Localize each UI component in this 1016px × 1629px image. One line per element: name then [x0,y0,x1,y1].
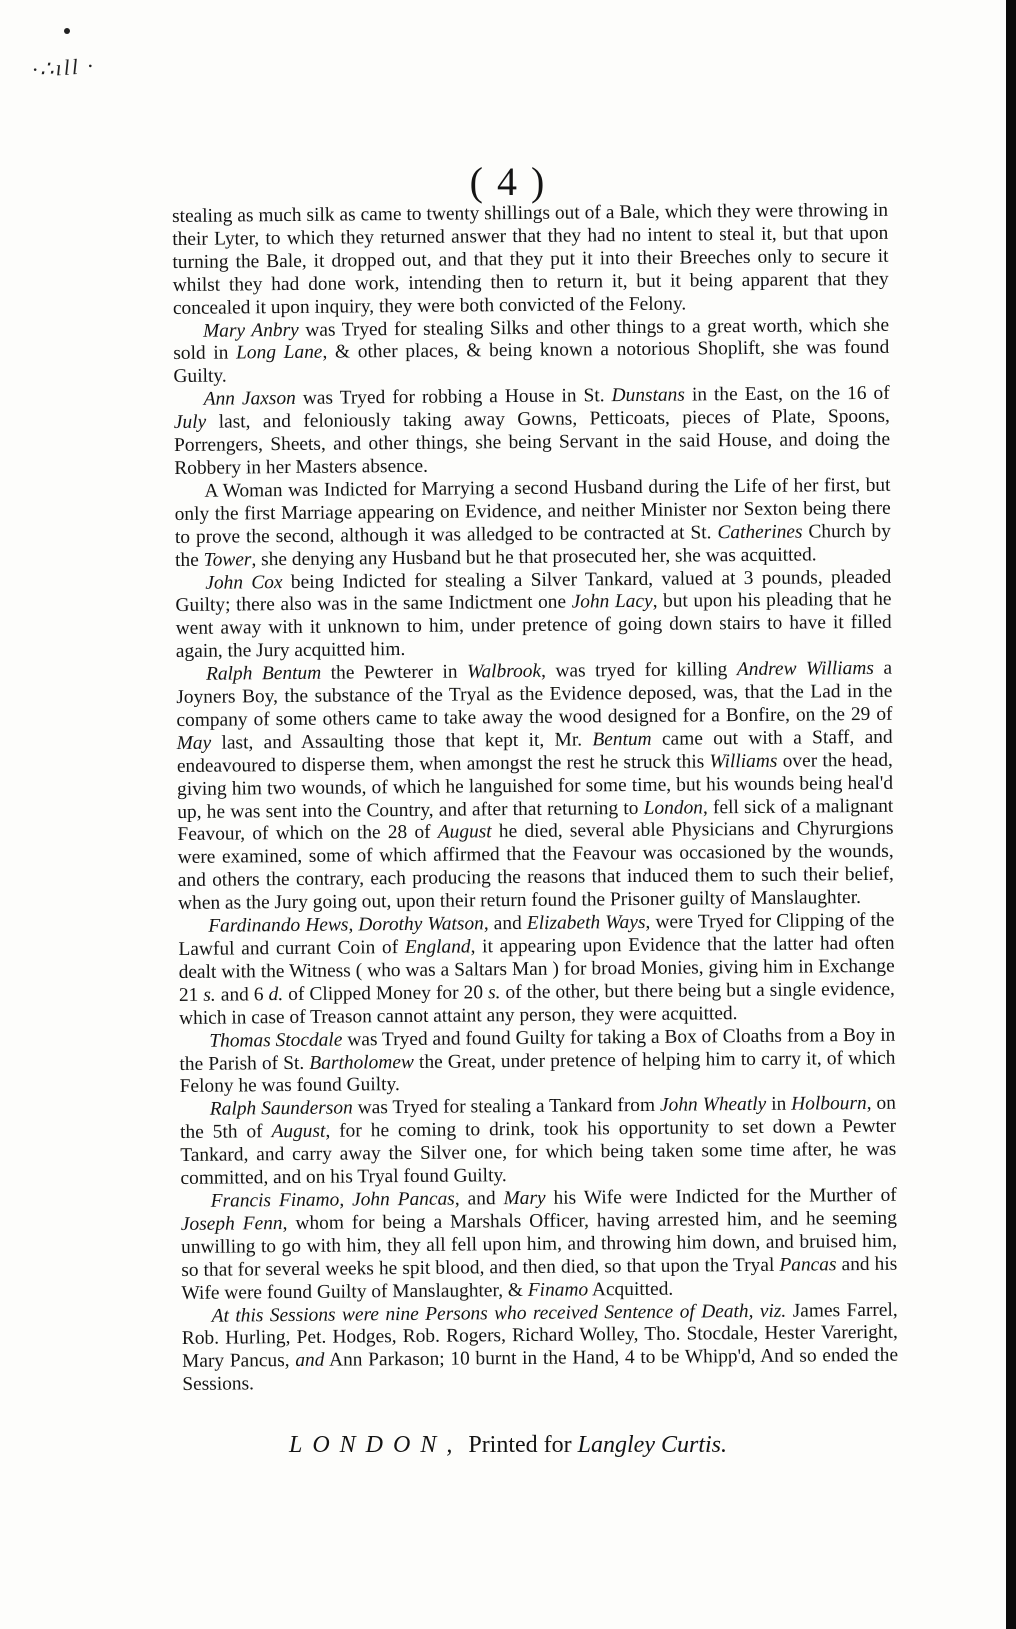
italic-text: July [173,411,207,434]
italic-text: s. [203,984,216,1006]
text-run: was Tryed and found Guilty for taking a Box of Cloaths from a Boy in the Parish of St. [179,1024,896,1075]
text-run: last, and feloniously taking away Gowns, Petticoats, pieces of Plate, Spoons, Porrengers, Sheets, and other things, she being Servant in the said House, and doing the Robbery in her Masters absence. [173,405,891,479]
paragraph [174,475,891,573]
italic-text: Bartholomew [309,1051,414,1074]
text-run: , but upon his pleading that he went away with it unknown to him, under pretence of going down stairs to have it filled again, the Jury acquitted him. [175,589,892,663]
paragraph [172,200,889,321]
italic-text: Williams [709,750,778,773]
scan-edge-border [1006,0,1016,1629]
italic-text: Fardinando Hews, Dorothy Watson [208,913,484,937]
text-run: A Woman was Indicted for Marrying a second Husband during the Life of her first, but only the first Marriage appearing on Evidence, and neither Minister nor Sexton being there to prove the second, although it was alledged to be contracted at St. [174,474,891,548]
text-run: Ann Parkason; 10 burnt in the Hand, 4 to be Whipp'd, And so ended the Sessions. [182,1345,899,1396]
text-run: and 6 [215,983,269,1006]
ink-dot [64,28,70,34]
italic-text: Walbrook [466,660,542,683]
paragraph [178,910,895,1031]
text-run: , and [454,1188,504,1210]
text-run: Acquitted. [588,1278,674,1301]
text-run: over the head, giving him two wounds, of which he languished for some time, but his wounds being heal'd up, he was sent into the Country, and after that returning to [176,749,894,823]
text-run: in the East, on the 16 of [684,382,890,406]
text-run: , was tryed for killing [540,659,737,682]
paragraph [175,566,892,664]
italic-text: August [437,821,492,844]
imprint-printer: Langley Curtis. [577,1432,727,1458]
text-run: being Indicted for stealing a Silver Tankard, valued at 3 pounds, pleaded Guilty; there also was in the same Indictment one [175,566,892,617]
text-run: the Pewterer in [321,661,468,684]
text-run: last, and Assaulting those that kept it, Mr. [211,729,593,754]
text-run: came out with a Staff, and endeavoured to disperse them, when amongst the rest he struck this [176,726,893,777]
text-run: , & other places, & being known a notorious Shoplift, she was found Guilty. [173,337,890,388]
body-text [172,200,898,1397]
italic-text: London [643,796,704,819]
text-run: in [766,1093,792,1116]
italic-text: Holbourn [791,1093,867,1115]
text-run: , on the 5th of [179,1093,896,1144]
italic-text: Pancas [779,1253,837,1276]
paragraph [179,1024,896,1099]
italic-text: Thomas Stocdale [209,1029,343,1052]
italic-text: At this Sessions were nine Persons who received Sentence of Death, viz. [211,1300,787,1327]
italic-text: Joseph Fenn [180,1212,283,1235]
text-run: , for he coming to drink, took his opportunity to set down a Pewter Tankard, and carry away the Silver one, for which being taken some time after, he was committed, and on his Tryal found Guilty. [180,1115,897,1190]
italic-text: Elizabeth Ways [526,911,646,935]
imprint-city: LONDON, [288,1432,463,1458]
text-run: Church by the [174,520,891,571]
paragraph [176,658,894,916]
text-run: James Farrel, Rob. Hurling, Pet. Hodges, Rob. Rogers, Richard Wolley, Tho. Stocdale, Hester Vareright, Mary Pancus, [181,1299,898,1373]
text-run: was Tryed for stealing a Tankard from [352,1095,661,1119]
page-number: ( 4 ) [469,159,547,204]
text-run: , whom for being a Marshals Officer, having arrested him, and he seeming unwilling to go with him, they all fell upon him, and throwing him down, and bruised him, so that for several weeks he spit blood, and then died, so that upon the Tryal [180,1207,898,1281]
italic-text: John Cox [205,571,283,594]
text-run: , fell sick of a malignant Feavour, of which on the 28 of [177,795,894,846]
text-run: and his Wife were found Guilty of Manslaughter, & [181,1253,898,1304]
italic-text: Dunstans [611,384,685,407]
paragraph [174,383,891,481]
paragraph [182,1299,899,1397]
italic-text: d. [268,983,284,1005]
italic-text: August [271,1120,326,1143]
paragraph [173,314,890,389]
text-run: stealing as much silk as came to twenty shillings out of a Bale, which they were throwing in their Lyter, to which they returned answer that they had no intent to steal it, but that upon turning the Bale, it dropped out, and that they put it into their Breeches only to secure it whilst they had done work, intending then to return it, but it being apparent that they concealed it upon inquiry, they were both convicted of the Felony. [172,199,889,319]
text-run: , were Tryed for Clipping of the Lawful and currant Coin of [178,909,895,960]
text-run: , and [483,913,527,935]
italic-text: John Wheatly [659,1094,767,1117]
italic-text: Ralph Bentum [205,662,322,685]
text-run: the Great, under pretence of helping him to carry it, of which Felony he was found Guilty. [179,1047,896,1098]
italic-text: s. [487,981,501,1004]
italic-text: Mary Anbry [202,319,299,342]
italic-text: Ann Jaxson [203,388,296,410]
italic-text: John Lacy [571,591,653,613]
text-run: a Joyners Boy, the substance of the Tryal as the Evidence deposed, was, that the Lad in the company of some others came to take away the wood designed for a Bonfire, on the 29 of [176,657,893,731]
text-run: was Tryed for stealing Silks and other things to a great worth, which she sold in [173,314,890,365]
italic-text: Finamo [527,1279,589,1301]
italic-text: May [176,732,212,754]
text-run: his Wife were Indicted for the Murther of [545,1184,897,1209]
italic-text: Long Lane [236,342,323,364]
italic-text: Mary [503,1187,546,1210]
italic-text: and [295,1350,325,1372]
italic-text: Andrew Williams [736,658,874,681]
italic-text: Catherines [717,521,803,543]
text-run: , she denying any Husband but he that prosecuted her, she was acquitted. [251,543,817,570]
text-run: he died, several able Physicians and Chyrurgions were examined, some of which affirmed that the Feavour was occasioned by the wounds, and others the contrary, each producing the reasons that induced them to such their belief, when as the Jury going out, upon their return found the Prisoner guilty of Manslaughter. [177,818,894,915]
text-run: was Tryed for robbing a House in St. [295,385,612,410]
italic-text: Ralph Saunderson [209,1097,353,1121]
paragraph [181,1185,898,1306]
italic-text: England [404,936,471,958]
text-run: , it appearing upon Evidence that the latter had often dealt with the Witness ( who was a Saltars Man ) for broad Monies, giving him in Exchange 21 [178,932,895,1006]
italic-text: Tower [203,548,252,571]
text-run: of the other, but there being but a single evidence, which in case of Treason cannot attaint any person, they were acquitted. [178,978,895,1029]
imprint-printed-for: Printed for [462,1432,578,1458]
text-run: of Clipped Money for 20 [283,982,489,1005]
italic-text: Francis Finamo, John Pancas [210,1188,455,1212]
italic-text: Bentum [592,728,652,751]
paragraph [180,1093,897,1191]
handwritten-mark: ·∴ıll · [31,52,96,83]
imprint-line [0,1432,1016,1459]
